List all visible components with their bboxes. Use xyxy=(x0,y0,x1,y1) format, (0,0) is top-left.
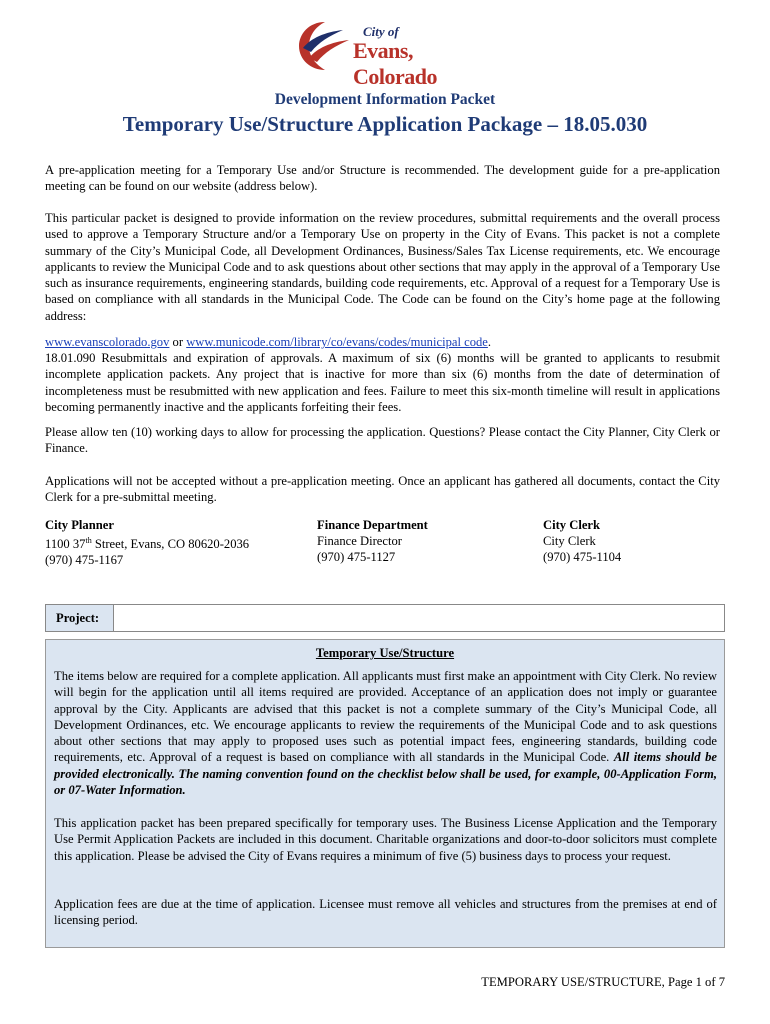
links-line xyxy=(45,334,720,350)
page-title: Temporary Use/Structure Application Package – 18.05.030 xyxy=(122,112,648,136)
contact-head: City Planner xyxy=(45,518,114,532)
contact-address: 1100 37th Street, Evans, CO 80620-2036 xyxy=(45,536,250,552)
contact-city-planner xyxy=(45,517,249,568)
contact-finance xyxy=(317,517,428,565)
link-separator: or xyxy=(169,335,187,349)
processing-paragraph: Please allow ten (10) working days to allow for processing the application. Questions? Please contact the City Planner, City Clerk or Finance. xyxy=(45,425,720,456)
contact-role: Finance Director xyxy=(317,534,402,548)
page-footer: TEMPORARY USE/STRUCTURE, Page 1 of 7 xyxy=(481,975,725,989)
evanscolorado-link[interactable]: www.evanscolorado.gov xyxy=(45,335,170,349)
resubmittal-paragraph: 18.01.090 Resubmittals and expiration of approvals. A maximum of six (6) months will be granted to applicants to resubmit incomplete application packets. Any project that is inactive for more than six (6) months from the date of determination of incompleteness must be resubmitted with new application and fees. Failure to meet this six-month timeline will result in applications becoming permanently inactive and the applicants forfeiting their fees. xyxy=(45,351,720,414)
swoosh-logo-icon xyxy=(295,18,355,74)
info-paragraph-3: Application fees are due at the time of application. Licensee must remove all vehicles and structures from the premises at end of licensing period. xyxy=(54,897,717,928)
contact-role: City Clerk xyxy=(543,534,596,548)
contact-head: Finance Department xyxy=(317,518,428,532)
intro-paragraph-2: This particular packet is designed to provide information on the review procedures, submittal requirements and the overall process used to approve a Temporary Structure and/or a Temporary Use on property in the City of Evans. This packet is not a complete summary of the City’s Municipal Code, all Development Ordinances, Business/Sales Tax License requirements, etc. We encourage applicants to review the Municipal Code and to ask questions about other sections that may apply in the approval of a Temporary Use such as insurance requirements, engineering standards, building code requirements, etc. Approval of a request for a Temporary Use is based on compliance with all standards in the Municipal Code. The Code can be found on the City’s home page at the following address: xyxy=(45,211,720,323)
info-paragraph-1: The items below are required for a complete application. All applicants must first make an appointment with City Clerk. No review will begin for the application until all items required are provided. Acceptance of an application does not imply or guarantee approval by the City. Applicants are advised that this packet is not a complete summary of the City’s Municipal Code, all Development Ordinances, etc. We encourage applicants to review the requirements of the Municipal Code and to ask questions about other sections that may apply to proposed uses such as potential impact fees, engineering standards, building code requirements, etc. Approval of a request is based on compliance with all standards in the Municipal Code. All items should be provided electronically. The naming convention found on the checklist below shall be used, for example, 00-Application Form, or 07-Water Information. xyxy=(54,669,717,798)
logo-name: Evans, Colorado xyxy=(353,38,437,89)
municode-link[interactable]: www.municode.com/library/co/evans/codes/municipal code xyxy=(186,335,488,349)
logo-city-of: City of xyxy=(363,24,399,39)
temporary-use-info-box xyxy=(45,639,725,948)
packet-subtitle: Development Information Packet xyxy=(274,91,496,108)
info-paragraph-2: This application packet has been prepared specifically for temporary uses. The Business License Application and the Temporary Use Permit Application Packets are included in this document. Charitable organizations and door-to-door solicitors must complete this application. Please be advised the City of Evans requires a minimum of five (5) business days to process your request. xyxy=(54,816,717,863)
contact-phone: (970) 475-1127 xyxy=(317,550,396,564)
contact-phone: (970) 475-1104 xyxy=(543,550,622,564)
intro-paragraph-1: A pre-application meeting for a Temporary Use and/or Structure is recommended. The development guide for a pre-application meeting can be found on our website (address below). xyxy=(45,163,720,194)
link-period: . xyxy=(487,335,492,349)
city-logo xyxy=(295,18,480,89)
naming-convention-note: All items should be provided electronically. The naming convention found on the checklist below shall be used, for example, 00-Application Form, or 07-Water Information. xyxy=(54,750,717,798)
contact-city-clerk xyxy=(543,517,621,565)
pre-application-paragraph: Applications will not be accepted without a pre-application meeting. Once an applicant has gathered all documents, contact the City Clerk for a pre-submittal meeting. xyxy=(45,474,720,505)
project-field[interactable] xyxy=(114,605,724,631)
info-title: Temporary Use/Structure xyxy=(315,646,455,660)
project-label: Project: xyxy=(46,605,114,631)
contact-phone: (970) 475-1167 xyxy=(45,553,124,568)
project-row xyxy=(45,604,725,632)
contact-head: City Clerk xyxy=(543,518,601,532)
